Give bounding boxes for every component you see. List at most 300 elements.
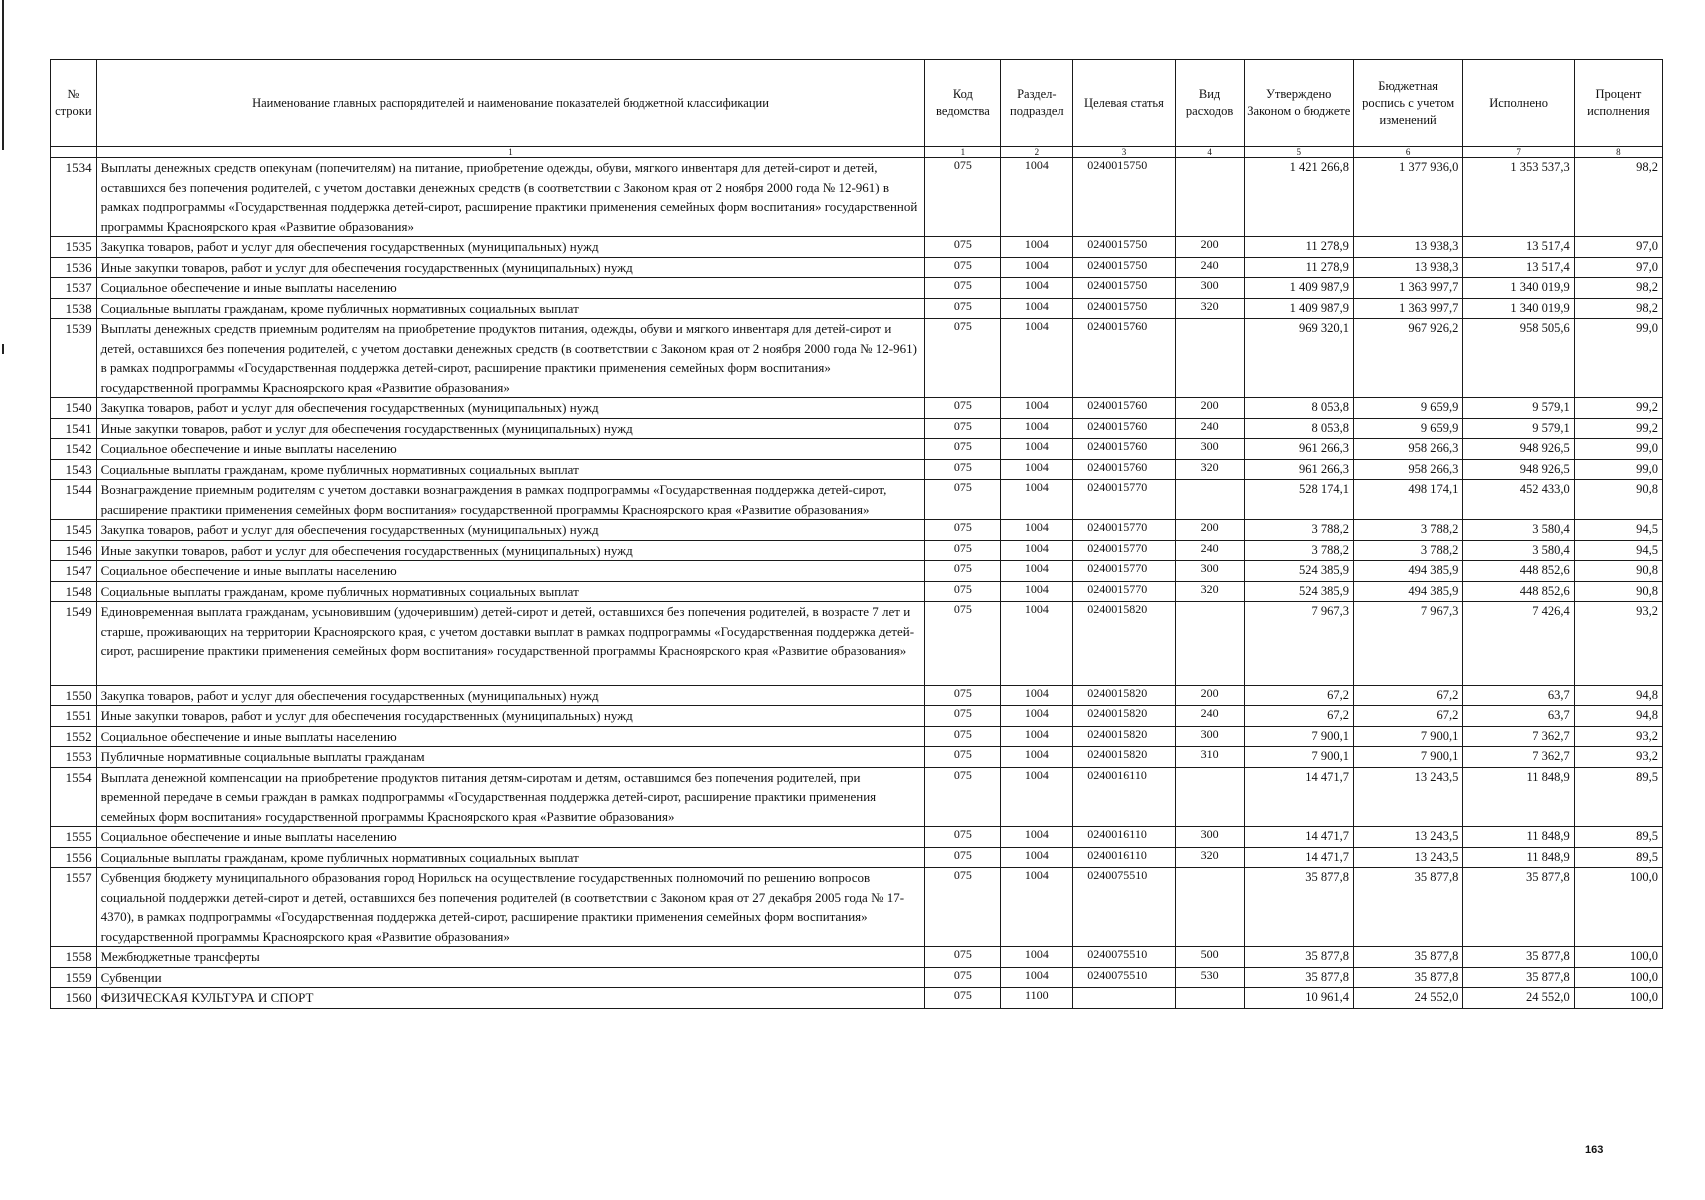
row-target: 0240016110 xyxy=(1073,827,1175,848)
row-target: 0240015760 xyxy=(1073,418,1175,439)
row-name: Закупка товаров, работ и услуг для обеспечения государственных (муниципальных) нужд xyxy=(96,237,925,258)
row-approved: 961 266,3 xyxy=(1244,459,1353,480)
row-section: 1004 xyxy=(1001,480,1073,520)
row-executed: 448 852,6 xyxy=(1463,561,1574,582)
row-section: 1004 xyxy=(1001,520,1073,541)
row-expense-type: 320 xyxy=(1175,581,1244,602)
row-name: Социальное обеспечение и иные выплаты населению xyxy=(96,726,925,747)
row-schedule: 3 788,2 xyxy=(1353,540,1462,561)
row-percent: 90,8 xyxy=(1574,561,1662,582)
row-section: 1004 xyxy=(1001,747,1073,768)
row-target: 0240015770 xyxy=(1073,520,1175,541)
table-row xyxy=(51,706,1663,727)
row-dept-code: 075 xyxy=(925,237,1001,258)
row-name: Социальные выплаты гражданам, кроме публичных нормативных социальных выплат xyxy=(96,847,925,868)
row-approved: 1 409 987,9 xyxy=(1244,298,1353,319)
row-target: 0240015770 xyxy=(1073,581,1175,602)
row-number: 1558 xyxy=(51,947,97,968)
row-number: 1535 xyxy=(51,237,97,258)
row-target: 0240075510 xyxy=(1073,868,1175,947)
row-approved: 67,2 xyxy=(1244,706,1353,727)
header-expense-type: Вид расходов xyxy=(1175,60,1244,147)
row-number: 1554 xyxy=(51,767,97,827)
row-number: 1556 xyxy=(51,847,97,868)
table-row xyxy=(51,827,1663,848)
row-dept-code: 075 xyxy=(925,685,1001,706)
row-percent: 93,2 xyxy=(1574,747,1662,768)
row-number: 1550 xyxy=(51,685,97,706)
row-section: 1004 xyxy=(1001,237,1073,258)
column-number: 4 xyxy=(1175,147,1244,158)
table-body xyxy=(51,158,1663,1009)
row-target: 0240015750 xyxy=(1073,237,1175,258)
row-target: 0240015820 xyxy=(1073,747,1175,768)
row-dept-code: 075 xyxy=(925,827,1001,848)
row-number: 1537 xyxy=(51,278,97,299)
row-name: Субвенции xyxy=(96,967,925,988)
row-expense-type: 300 xyxy=(1175,561,1244,582)
header-executed: Исполнено xyxy=(1463,60,1574,147)
row-dept-code: 075 xyxy=(925,480,1001,520)
table-row xyxy=(51,319,1663,398)
table-row xyxy=(51,561,1663,582)
row-approved: 1 409 987,9 xyxy=(1244,278,1353,299)
row-approved: 14 471,7 xyxy=(1244,847,1353,868)
row-percent: 100,0 xyxy=(1574,947,1662,968)
row-target: 0240015750 xyxy=(1073,158,1175,237)
row-expense-type: 240 xyxy=(1175,257,1244,278)
table-row xyxy=(51,418,1663,439)
row-dept-code: 075 xyxy=(925,726,1001,747)
row-section: 1004 xyxy=(1001,319,1073,398)
row-name: Закупка товаров, работ и услуг для обеспечения государственных (муниципальных) нужд xyxy=(96,685,925,706)
row-expense-type xyxy=(1175,988,1244,1009)
row-schedule: 498 174,1 xyxy=(1353,480,1462,520)
row-number: 1545 xyxy=(51,520,97,541)
row-target: 0240015750 xyxy=(1073,278,1175,299)
table-row xyxy=(51,158,1663,237)
row-number: 1552 xyxy=(51,726,97,747)
row-percent: 99,0 xyxy=(1574,319,1662,398)
table-row xyxy=(51,847,1663,868)
row-name: Социальные выплаты гражданам, кроме публичных нормативных социальных выплат xyxy=(96,581,925,602)
row-executed: 35 877,8 xyxy=(1463,947,1574,968)
row-number: 1544 xyxy=(51,480,97,520)
row-target: 0240075510 xyxy=(1073,967,1175,988)
table-row xyxy=(51,298,1663,319)
row-dept-code: 075 xyxy=(925,257,1001,278)
row-executed: 11 848,9 xyxy=(1463,767,1574,827)
row-dept-code: 075 xyxy=(925,847,1001,868)
row-section: 1004 xyxy=(1001,706,1073,727)
row-percent: 89,5 xyxy=(1574,767,1662,827)
row-executed: 958 505,6 xyxy=(1463,319,1574,398)
row-executed: 7 362,7 xyxy=(1463,726,1574,747)
row-executed: 9 579,1 xyxy=(1463,398,1574,419)
row-number: 1555 xyxy=(51,827,97,848)
row-dept-code: 075 xyxy=(925,868,1001,947)
row-number: 1538 xyxy=(51,298,97,319)
row-approved: 7 900,1 xyxy=(1244,747,1353,768)
row-target: 0240016110 xyxy=(1073,847,1175,868)
row-schedule: 7 967,3 xyxy=(1353,602,1462,686)
row-number: 1547 xyxy=(51,561,97,582)
row-section: 1004 xyxy=(1001,767,1073,827)
row-approved: 14 471,7 xyxy=(1244,767,1353,827)
row-expense-type: 310 xyxy=(1175,747,1244,768)
row-schedule: 494 385,9 xyxy=(1353,581,1462,602)
row-approved: 7 900,1 xyxy=(1244,726,1353,747)
row-percent: 98,2 xyxy=(1574,278,1662,299)
row-approved: 67,2 xyxy=(1244,685,1353,706)
row-executed: 9 579,1 xyxy=(1463,418,1574,439)
row-number: 1540 xyxy=(51,398,97,419)
row-name: Социальное обеспечение и иные выплаты населению xyxy=(96,827,925,848)
row-schedule: 9 659,9 xyxy=(1353,418,1462,439)
row-approved: 7 967,3 xyxy=(1244,602,1353,686)
row-dept-code: 075 xyxy=(925,418,1001,439)
row-name: Социальное обеспечение и иные выплаты населению xyxy=(96,561,925,582)
row-dept-code: 075 xyxy=(925,581,1001,602)
binding-edge-mark xyxy=(2,0,4,150)
row-section: 1004 xyxy=(1001,602,1073,686)
column-number: 7 xyxy=(1463,147,1574,158)
table-row xyxy=(51,685,1663,706)
row-name: Социальное обеспечение и иные выплаты населению xyxy=(96,278,925,299)
header-approved: Утверждено Законом о бюджете xyxy=(1244,60,1353,147)
row-approved: 524 385,9 xyxy=(1244,561,1353,582)
row-percent: 90,8 xyxy=(1574,581,1662,602)
row-expense-type: 530 xyxy=(1175,967,1244,988)
row-percent: 89,5 xyxy=(1574,847,1662,868)
row-percent: 94,8 xyxy=(1574,706,1662,727)
row-schedule: 967 926,2 xyxy=(1353,319,1462,398)
row-approved: 35 877,8 xyxy=(1244,947,1353,968)
row-executed: 948 926,5 xyxy=(1463,439,1574,460)
row-percent: 99,0 xyxy=(1574,439,1662,460)
row-percent: 99,2 xyxy=(1574,418,1662,439)
row-name: Выплаты денежных средств приемным родителям на приобретение продуктов питания, одежды, обуви и мягкого инвентаря для детей-сирот и детей, оставшихся без попечения родителей, с учетом доставки денежных средств (в соответствии с Законом края от 2 ноября 2000 года № 12-961) в рамках подпрограммы «Государственная поддержка детей-сирот, расширение практики применения семейных форм воспитания» государственной программы Красноярского края «Развитие образования» xyxy=(96,319,925,398)
row-section: 1004 xyxy=(1001,540,1073,561)
row-percent: 100,0 xyxy=(1574,967,1662,988)
row-expense-type: 300 xyxy=(1175,278,1244,299)
row-target: 0240015760 xyxy=(1073,459,1175,480)
header-row-no: № строки xyxy=(51,60,97,147)
row-target xyxy=(1073,988,1175,1009)
row-target: 0240015770 xyxy=(1073,561,1175,582)
table-row xyxy=(51,480,1663,520)
row-executed: 13 517,4 xyxy=(1463,257,1574,278)
header-target: Целевая статья xyxy=(1073,60,1175,147)
row-name: Выплаты денежных средств опекунам (попечителям) на питание, приобретение одежды, обуви, мягкого инвентаря для детей-сирот и детей, оставшихся без попечения родителей, с учетом доставки денежных средств (в соответствии с Законом края от 2 ноября 2000 года № 12-961) в рамках подпрограммы «Государственная поддержка детей-сирот, расширение практики применения семейных форм воспитания» государственной программы Красноярского края «Развитие образования» xyxy=(96,158,925,237)
row-schedule: 7 900,1 xyxy=(1353,747,1462,768)
row-expense-type: 200 xyxy=(1175,398,1244,419)
table-row xyxy=(51,747,1663,768)
table-row xyxy=(51,237,1663,258)
row-target: 0240015760 xyxy=(1073,439,1175,460)
row-percent: 94,5 xyxy=(1574,540,1662,561)
row-approved: 14 471,7 xyxy=(1244,827,1353,848)
column-number: 3 xyxy=(1073,147,1175,158)
row-number: 1559 xyxy=(51,967,97,988)
row-expense-type xyxy=(1175,158,1244,237)
row-percent: 89,5 xyxy=(1574,827,1662,848)
row-number: 1557 xyxy=(51,868,97,947)
table-row xyxy=(51,988,1663,1009)
row-percent: 97,0 xyxy=(1574,237,1662,258)
row-schedule: 13 243,5 xyxy=(1353,827,1462,848)
row-number: 1548 xyxy=(51,581,97,602)
row-schedule: 67,2 xyxy=(1353,685,1462,706)
row-section: 1004 xyxy=(1001,561,1073,582)
row-dept-code: 075 xyxy=(925,520,1001,541)
row-section: 1004 xyxy=(1001,298,1073,319)
row-expense-type xyxy=(1175,602,1244,686)
row-section: 1004 xyxy=(1001,726,1073,747)
column-number: 2 xyxy=(1001,147,1073,158)
row-target: 0240016110 xyxy=(1073,767,1175,827)
row-expense-type xyxy=(1175,767,1244,827)
row-number: 1546 xyxy=(51,540,97,561)
row-name: Межбюджетные трансферты xyxy=(96,947,925,968)
row-percent: 98,2 xyxy=(1574,158,1662,237)
row-dept-code: 075 xyxy=(925,540,1001,561)
row-executed: 3 580,4 xyxy=(1463,540,1574,561)
row-approved: 3 788,2 xyxy=(1244,540,1353,561)
row-schedule: 3 788,2 xyxy=(1353,520,1462,541)
row-expense-type: 320 xyxy=(1175,459,1244,480)
table-row xyxy=(51,459,1663,480)
row-expense-type: 300 xyxy=(1175,827,1244,848)
row-approved: 524 385,9 xyxy=(1244,581,1353,602)
row-section: 1004 xyxy=(1001,459,1073,480)
row-executed: 1 353 537,3 xyxy=(1463,158,1574,237)
row-approved: 35 877,8 xyxy=(1244,868,1353,947)
row-expense-type: 320 xyxy=(1175,298,1244,319)
row-executed: 63,7 xyxy=(1463,685,1574,706)
header-percent: Процент исполнения xyxy=(1574,60,1662,147)
row-section: 1004 xyxy=(1001,868,1073,947)
column-number: 5 xyxy=(1244,147,1353,158)
table-row xyxy=(51,540,1663,561)
row-approved: 35 877,8 xyxy=(1244,967,1353,988)
row-schedule: 1 363 997,7 xyxy=(1353,278,1462,299)
row-name: Иные закупки товаров, работ и услуг для обеспечения государственных (муниципальных) нужд xyxy=(96,418,925,439)
row-expense-type: 240 xyxy=(1175,418,1244,439)
row-number: 1536 xyxy=(51,257,97,278)
table-row xyxy=(51,947,1663,968)
row-schedule: 35 877,8 xyxy=(1353,947,1462,968)
row-schedule: 13 938,3 xyxy=(1353,237,1462,258)
row-percent: 98,2 xyxy=(1574,298,1662,319)
column-number-row xyxy=(51,147,1663,158)
row-name: Закупка товаров, работ и услуг для обеспечения государственных (муниципальных) нужд xyxy=(96,398,925,419)
row-number: 1539 xyxy=(51,319,97,398)
row-target: 0240015750 xyxy=(1073,257,1175,278)
column-number: 1 xyxy=(96,147,925,158)
table-row xyxy=(51,439,1663,460)
row-approved: 528 174,1 xyxy=(1244,480,1353,520)
row-section: 1004 xyxy=(1001,581,1073,602)
row-name: Иные закупки товаров, работ и услуг для обеспечения государственных (муниципальных) нужд xyxy=(96,540,925,561)
row-approved: 8 053,8 xyxy=(1244,398,1353,419)
row-percent: 93,2 xyxy=(1574,726,1662,747)
row-schedule: 958 266,3 xyxy=(1353,459,1462,480)
row-expense-type: 300 xyxy=(1175,439,1244,460)
row-expense-type xyxy=(1175,319,1244,398)
row-executed: 3 580,4 xyxy=(1463,520,1574,541)
row-approved: 1 421 266,8 xyxy=(1244,158,1353,237)
row-dept-code: 075 xyxy=(925,439,1001,460)
row-target: 0240015760 xyxy=(1073,398,1175,419)
row-executed: 11 848,9 xyxy=(1463,847,1574,868)
page-number: 163 xyxy=(1585,1144,1604,1156)
row-target: 0240015820 xyxy=(1073,706,1175,727)
row-section: 1004 xyxy=(1001,847,1073,868)
row-schedule: 958 266,3 xyxy=(1353,439,1462,460)
row-section: 1004 xyxy=(1001,947,1073,968)
row-dept-code: 075 xyxy=(925,398,1001,419)
row-target: 0240075510 xyxy=(1073,947,1175,968)
row-expense-type: 500 xyxy=(1175,947,1244,968)
row-percent: 94,5 xyxy=(1574,520,1662,541)
row-section: 1100 xyxy=(1001,988,1073,1009)
row-target: 0240015820 xyxy=(1073,602,1175,686)
row-schedule: 24 552,0 xyxy=(1353,988,1462,1009)
row-section: 1004 xyxy=(1001,685,1073,706)
row-expense-type: 200 xyxy=(1175,237,1244,258)
row-name: Социальные выплаты гражданам, кроме публичных нормативных социальных выплат xyxy=(96,459,925,480)
row-name: Иные закупки товаров, работ и услуг для обеспечения государственных (муниципальных) нужд xyxy=(96,257,925,278)
row-percent: 100,0 xyxy=(1574,868,1662,947)
row-percent: 90,8 xyxy=(1574,480,1662,520)
row-dept-code: 075 xyxy=(925,158,1001,237)
row-executed: 948 926,5 xyxy=(1463,459,1574,480)
row-executed: 63,7 xyxy=(1463,706,1574,727)
table-row xyxy=(51,257,1663,278)
table-row xyxy=(51,398,1663,419)
row-expense-type: 240 xyxy=(1175,540,1244,561)
row-name: Единовременная выплата гражданам, усыновившим (удочерившим) детей-сирот и детей, оставшихся без попечения родителей, в возрасте 7 лет и старше, проживающих на территории Красноярского края, с учетом доставки выплат в рамках подпрограммы «Государственная поддержка детей-сирот, расширение практики применения семейных форм воспитания» государственной программы Красноярского края «Развитие образования» xyxy=(96,602,925,686)
row-approved: 961 266,3 xyxy=(1244,439,1353,460)
row-percent: 99,2 xyxy=(1574,398,1662,419)
row-number: 1543 xyxy=(51,459,97,480)
row-dept-code: 075 xyxy=(925,947,1001,968)
row-name: Иные закупки товаров, работ и услуг для обеспечения государственных (муниципальных) нужд xyxy=(96,706,925,727)
row-expense-type: 240 xyxy=(1175,706,1244,727)
row-dept-code: 075 xyxy=(925,967,1001,988)
row-dept-code: 075 xyxy=(925,988,1001,1009)
row-executed: 35 877,8 xyxy=(1463,868,1574,947)
table-row xyxy=(51,581,1663,602)
row-executed: 7 426,4 xyxy=(1463,602,1574,686)
header-schedule: Бюджетная роспись с учетом изменений xyxy=(1353,60,1462,147)
row-expense-type: 300 xyxy=(1175,726,1244,747)
row-percent: 97,0 xyxy=(1574,257,1662,278)
row-section: 1004 xyxy=(1001,398,1073,419)
row-name: Социальное обеспечение и иные выплаты населению xyxy=(96,439,925,460)
row-number: 1560 xyxy=(51,988,97,1009)
column-number: 1 xyxy=(925,147,1001,158)
row-dept-code: 075 xyxy=(925,747,1001,768)
header-row xyxy=(51,60,1663,147)
row-executed: 35 877,8 xyxy=(1463,967,1574,988)
row-executed: 24 552,0 xyxy=(1463,988,1574,1009)
row-section: 1004 xyxy=(1001,439,1073,460)
table-row xyxy=(51,726,1663,747)
row-executed: 13 517,4 xyxy=(1463,237,1574,258)
row-name: Социальные выплаты гражданам, кроме публичных нормативных социальных выплат xyxy=(96,298,925,319)
row-name: Субвенция бюджету муниципального образования город Норильск на осуществление государственных полномочий по решению вопросов социальной поддержки детей-сирот и детей, оставшихся без попечения родителей (в соответствии с Законом края от 27 декабря 2005 года № 17-4370), в рамках подпрограммы «Государственная поддержка детей-сирот, расширение практики применения семейных форм воспитания» государственной программы Красноярского края «Развитие образования» xyxy=(96,868,925,947)
row-schedule: 1 363 997,7 xyxy=(1353,298,1462,319)
budget-execution-table xyxy=(50,59,1663,1009)
row-schedule: 7 900,1 xyxy=(1353,726,1462,747)
row-executed: 1 340 019,9 xyxy=(1463,278,1574,299)
row-schedule: 13 938,3 xyxy=(1353,257,1462,278)
row-name: ФИЗИЧЕСКАЯ КУЛЬТУРА И СПОРТ xyxy=(96,988,925,1009)
row-schedule: 35 877,8 xyxy=(1353,967,1462,988)
row-target: 0240015770 xyxy=(1073,540,1175,561)
row-approved: 8 053,8 xyxy=(1244,418,1353,439)
row-percent: 94,8 xyxy=(1574,685,1662,706)
row-dept-code: 075 xyxy=(925,706,1001,727)
table-row xyxy=(51,278,1663,299)
row-number: 1549 xyxy=(51,602,97,686)
row-expense-type: 200 xyxy=(1175,520,1244,541)
row-name: Публичные нормативные социальные выплаты гражданам xyxy=(96,747,925,768)
row-number: 1551 xyxy=(51,706,97,727)
row-schedule: 9 659,9 xyxy=(1353,398,1462,419)
row-number: 1553 xyxy=(51,747,97,768)
row-target: 0240015750 xyxy=(1073,298,1175,319)
row-approved: 11 278,9 xyxy=(1244,257,1353,278)
row-dept-code: 075 xyxy=(925,767,1001,827)
row-executed: 7 362,7 xyxy=(1463,747,1574,768)
table-row xyxy=(51,868,1663,947)
row-number: 1541 xyxy=(51,418,97,439)
binding-edge-mark xyxy=(2,344,4,354)
table-row xyxy=(51,602,1663,686)
row-name: Закупка товаров, работ и услуг для обеспечения государственных (муниципальных) нужд xyxy=(96,520,925,541)
row-approved: 11 278,9 xyxy=(1244,237,1353,258)
row-dept-code: 075 xyxy=(925,561,1001,582)
row-executed: 1 340 019,9 xyxy=(1463,298,1574,319)
row-dept-code: 075 xyxy=(925,602,1001,686)
row-section: 1004 xyxy=(1001,158,1073,237)
row-target: 0240015760 xyxy=(1073,319,1175,398)
row-target: 0240015820 xyxy=(1073,685,1175,706)
row-approved: 3 788,2 xyxy=(1244,520,1353,541)
row-percent: 99,0 xyxy=(1574,459,1662,480)
row-approved: 10 961,4 xyxy=(1244,988,1353,1009)
row-target: 0240015770 xyxy=(1073,480,1175,520)
row-dept-code: 075 xyxy=(925,278,1001,299)
header-dept-code: Код ведомства xyxy=(925,60,1001,147)
row-executed: 11 848,9 xyxy=(1463,827,1574,848)
row-executed: 448 852,6 xyxy=(1463,581,1574,602)
row-section: 1004 xyxy=(1001,418,1073,439)
row-schedule: 13 243,5 xyxy=(1353,767,1462,827)
row-schedule: 67,2 xyxy=(1353,706,1462,727)
table-row xyxy=(51,520,1663,541)
row-section: 1004 xyxy=(1001,278,1073,299)
table-row xyxy=(51,767,1663,827)
row-dept-code: 075 xyxy=(925,459,1001,480)
column-number: 6 xyxy=(1353,147,1462,158)
row-schedule: 494 385,9 xyxy=(1353,561,1462,582)
row-target: 0240015820 xyxy=(1073,726,1175,747)
row-dept-code: 075 xyxy=(925,319,1001,398)
